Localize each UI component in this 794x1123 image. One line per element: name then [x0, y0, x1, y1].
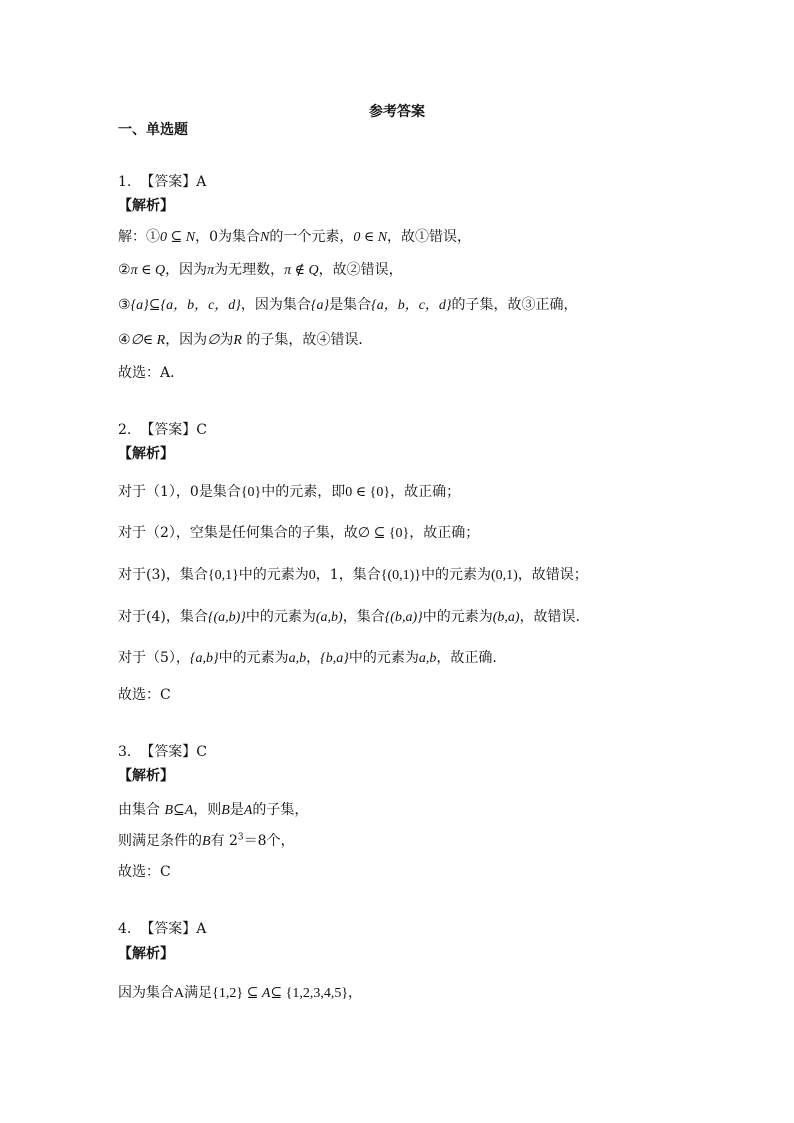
page-title: 参考答案: [369, 104, 425, 120]
q2-line-3: 对于(3)，集合{0,1}中的元素为0，1，集合{(0,1)}中的元素为(0,1)，故错误；: [118, 567, 588, 583]
q4-answer: 【答案】A: [140, 921, 207, 937]
q4-line-1: 因为集合A满足{1,2} ⊆ A⊆ {1,2,3,4,5}，: [118, 985, 363, 1001]
q2-number: 2.: [118, 422, 132, 438]
q1-number: 1.: [118, 174, 132, 190]
q1-line-4: ④∅∈ R，因为∅为R 的子集，故④错误．: [118, 332, 373, 348]
q3-analysis-label: 【解析】: [118, 768, 174, 784]
q3-number: 3.: [118, 744, 132, 760]
section-heading: 一、单选题: [118, 122, 188, 138]
q2-line-4: 对于(4)，集合{(a,b)}中的元素为(a,b)，集合{(b,a)}中的元素为(b,a)，故错误.: [118, 609, 581, 625]
q4-analysis-label: 【解析】: [118, 946, 174, 962]
q1-line-1: 解：①0 ⊆ N，0为集合N的一个元素，0 ∈ N，故①错误，: [118, 229, 472, 245]
q4-number: 4.: [118, 921, 132, 937]
q1-line-3: ③{a}⊆{a，b，c，d}，因为集合{a}是集合{a，b，c，d}的子集，故③正确，: [118, 297, 578, 313]
q1-conclusion: 故选：A．: [118, 365, 185, 381]
q2-line-5: 对于（5），{a,b}中的元素为a,b，{b,a}中的元素为a,b，故正确.: [118, 650, 497, 666]
q1-line-2: ②π ∈ Q，因为π为无理数，π ∉ Q，故②错误，: [118, 262, 403, 278]
q3-line-1: 由集合 B⊆A，则B是A的子集，: [118, 802, 309, 818]
q1-analysis-label: 【解析】: [118, 198, 174, 214]
q3-answer-line: [118, 743, 207, 761]
q4-answer-line: [118, 920, 206, 938]
q3-line-2: 则满足条件的B有 $2^3=8$个，: [118, 832, 295, 849]
q3-answer: 【答案】C: [140, 744, 207, 760]
q1-answer-line: [118, 173, 206, 191]
q2-answer-line: [118, 421, 207, 439]
q2-answer: 【答案】C: [140, 422, 207, 438]
q1-answer: 【答案】A: [140, 174, 207, 190]
q2-line-2: 对于（2），空集是任何集合的子集，故∅ ⊆ {0}，故正确；: [118, 525, 480, 541]
q3-conclusion: 故选：C: [118, 864, 171, 880]
q2-conclusion: 故选：C: [118, 687, 171, 703]
q2-line-1: 对于（1），0是集合{0}中的元素，即0 ∈ {0}，故正确；: [118, 484, 461, 500]
q2-analysis-label: 【解析】: [118, 446, 174, 462]
